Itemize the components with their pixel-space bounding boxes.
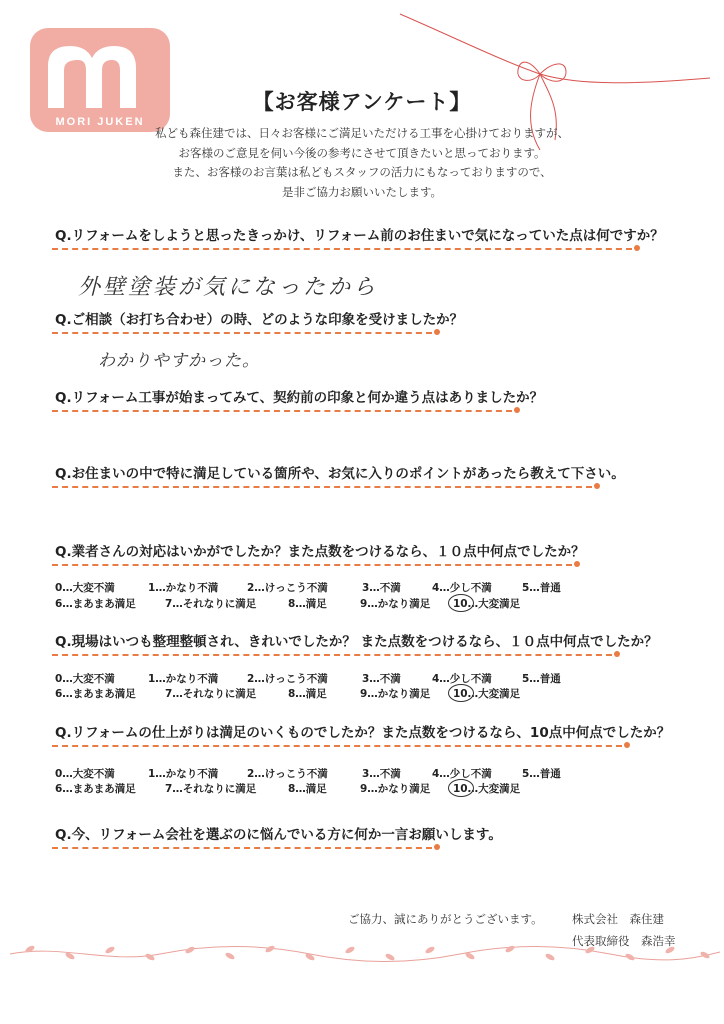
question-2: Q.ご相談（お打ち合わせ）の時、どのような印象を受けましたか？ xyxy=(55,312,464,328)
underline-end-2 xyxy=(434,329,440,335)
intro-text xyxy=(0,124,724,202)
intro-line-4: 是非ご協力お願いいたします。 xyxy=(281,184,443,199)
scale-option-9: 9…かなり満足 xyxy=(360,598,431,610)
scale-option-1: 1…かなり不満 xyxy=(148,768,219,780)
scale-option-7: 7…それなりに満足 xyxy=(165,783,257,795)
scale-option-2: 2…けっこう不満 xyxy=(247,768,328,780)
scale-option-8: 8…満足 xyxy=(288,688,327,700)
selected-score-circle-2 xyxy=(448,684,474,702)
underline-end-6 xyxy=(614,651,620,657)
underline-6 xyxy=(52,654,612,656)
scale-option-4: 4…少し不満 xyxy=(432,673,492,685)
underline-8 xyxy=(52,847,432,849)
scale-option-7: 7…それなりに満足 xyxy=(165,598,257,610)
underline-end-8 xyxy=(434,844,440,850)
mori-juken-logo xyxy=(30,28,170,132)
intro-line-2: お客様のご意見を伺い今後の参考にさせて頂きたいと思っております。 xyxy=(178,145,546,160)
underline-2 xyxy=(52,332,432,334)
scale-option-6: 6…まあまあ満足 xyxy=(55,688,136,700)
scale-option-10: 10…大変満足 xyxy=(453,598,521,610)
vine-decoration xyxy=(0,930,724,970)
representative-name: 代表取締役 森浩幸 xyxy=(572,934,676,948)
scale-option-0: 0…大変不満 xyxy=(55,673,115,685)
underline-5 xyxy=(52,564,572,566)
underline-7 xyxy=(52,745,622,747)
underline-end-3 xyxy=(514,407,520,413)
scale-option-1: 1…かなり不満 xyxy=(148,582,219,594)
question-8: Q.今、リフォーム会社を選ぶのに悩んでいる方に何か一言お願いします。 xyxy=(55,827,502,843)
thanks-text: ご協力、誠にありがとうございます。 xyxy=(348,912,543,926)
scale-option-0: 0…大変不満 xyxy=(55,768,115,780)
underline-end-1 xyxy=(634,245,640,251)
scale-option-10: 10…大変満足 xyxy=(453,688,521,700)
scale-option-0: 0…大変不満 xyxy=(55,582,115,594)
underline-3 xyxy=(52,410,512,412)
scale-option-8: 8…満足 xyxy=(288,598,327,610)
scale-option-2: 2…けっこう不満 xyxy=(247,673,328,685)
question-3: Q.リフォーム工事が始まってみて、契約前の印象と何か違う点はありましたか？ xyxy=(55,390,544,406)
scale-option-6: 6…まあまあ満足 xyxy=(55,598,136,610)
underline-end-5 xyxy=(574,561,580,567)
question-5: Q.業者さんの対応はいかがでしたか？また点数をつけるなら、１０点中何点でしたか？ xyxy=(55,544,585,560)
scale-option-4: 4…少し不満 xyxy=(432,582,492,594)
question-7: Q.リフォームの仕上がりは満足のいくものでしたか？また点数をつけるなら、10点中何点でしたか？ xyxy=(55,725,671,741)
scale-option-1: 1…かなり不満 xyxy=(148,673,219,685)
page-title: 【お客様アンケート】 xyxy=(252,90,472,114)
scale-option-5: 5…普通 xyxy=(522,673,561,685)
logo-text: MORI JUKEN xyxy=(55,116,145,128)
scale-option-9: 9…かなり満足 xyxy=(360,688,431,700)
underline-end-7 xyxy=(624,742,630,748)
answer-1: 外壁塗装が気になったから xyxy=(78,275,379,300)
question-4: Q.お住まいの中で特に満足している箇所や、お気に入りのポイントがあったら教えて下さい。 xyxy=(55,466,625,482)
question-1: Q.リフォームをしようと思ったきっかけ、リフォーム前のお住まいで気になっていた点は何ですか？ xyxy=(55,228,664,244)
scale-option-9: 9…かなり満足 xyxy=(360,783,431,795)
answer-2: わかりやすかった。 xyxy=(98,351,260,371)
selected-score-circle-3 xyxy=(448,779,474,797)
scale-option-3: 3…不満 xyxy=(362,582,401,594)
underline-4 xyxy=(52,486,592,488)
underline-1 xyxy=(52,248,632,250)
scale-option-7: 7…それなりに満足 xyxy=(165,688,257,700)
scale-option-3: 3…不満 xyxy=(362,673,401,685)
scale-option-6: 6…まあまあ満足 xyxy=(55,783,136,795)
scale-option-5: 5…普通 xyxy=(522,582,561,594)
scale-option-5: 5…普通 xyxy=(522,768,561,780)
question-6: Q.現場はいつも整理整頓され、きれいでしたか？ また点数をつけるなら、１０点中何点でしたか？ xyxy=(55,634,658,650)
company-name: 株式会社 森住建 xyxy=(572,912,664,926)
intro-line-3: また、お客様のお言葉は私どもスタッフの活力にもなっておりますので、 xyxy=(172,165,552,179)
scale-option-3: 3…不満 xyxy=(362,768,401,780)
selected-score-circle-1 xyxy=(448,594,474,612)
scale-option-8: 8…満足 xyxy=(288,783,327,795)
scale-option-4: 4…少し不満 xyxy=(432,768,492,780)
intro-line-1: 私ども森住建では、日々お客様にご満足いただける工事を心掛けておりますが、 xyxy=(155,126,569,140)
scale-option-10: 10…大変満足 xyxy=(453,783,521,795)
underline-end-4 xyxy=(594,483,600,489)
scale-option-2: 2…けっこう不満 xyxy=(247,582,328,594)
